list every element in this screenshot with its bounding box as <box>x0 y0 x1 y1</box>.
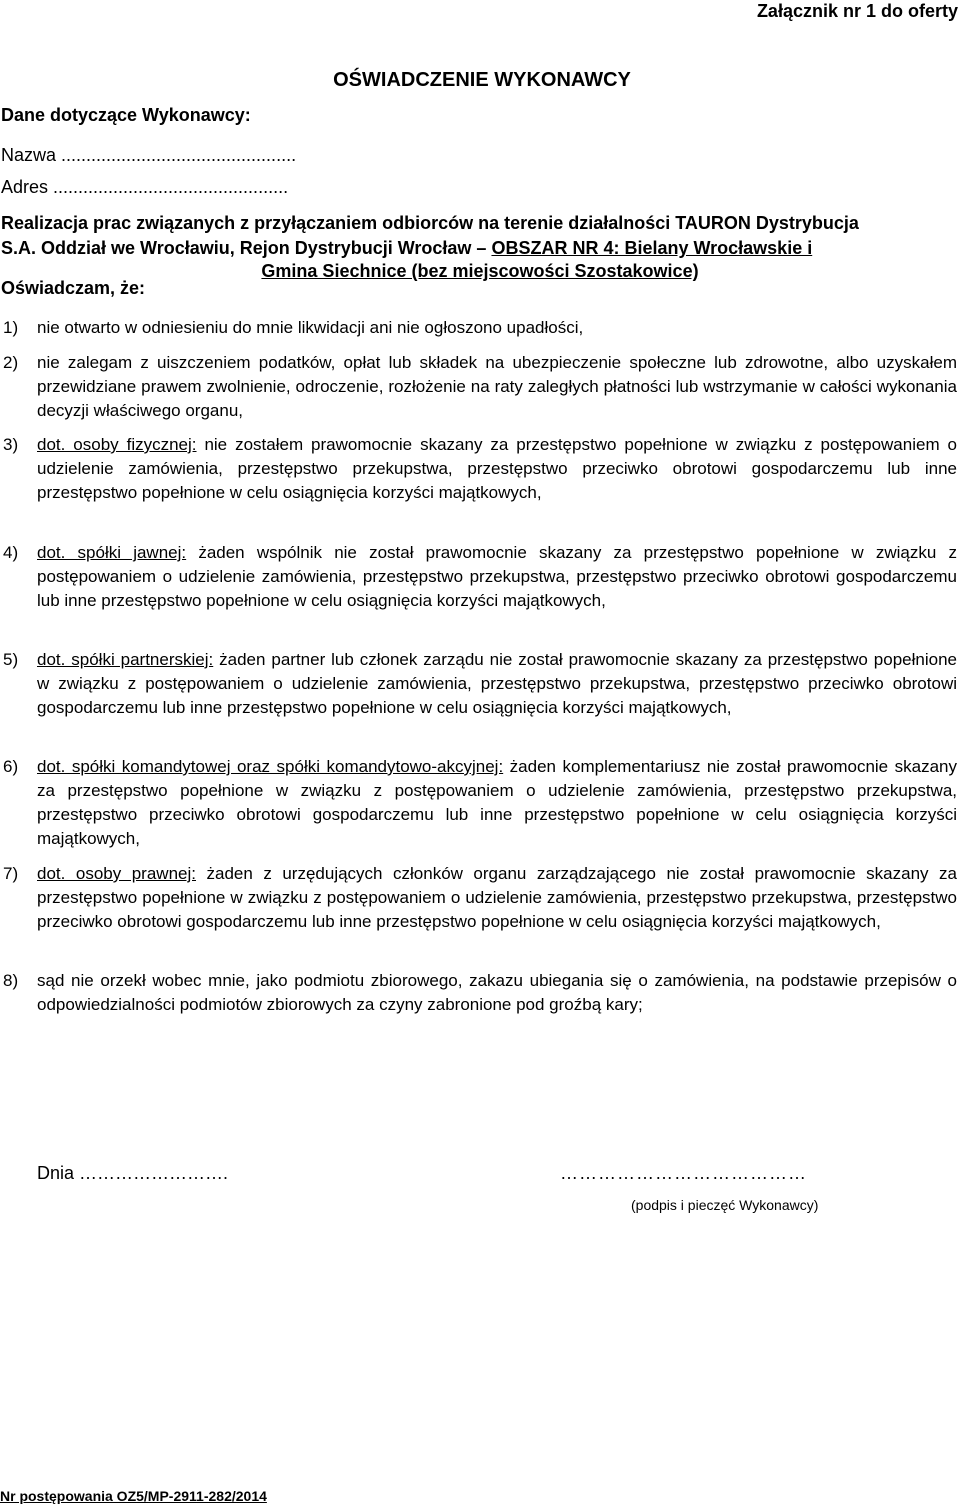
clause-number: 1) <box>3 318 19 337</box>
clause-number: 5) <box>3 650 19 669</box>
clause-3 <box>3 433 957 505</box>
clause-scope-label: dot. spółki komandytowej oraz spółki komandytowo-akcyjnej: <box>37 757 504 776</box>
procurement-number: Nr postępowania OZ5/MP-2911-282/2014 <box>0 1488 267 1504</box>
clause-text <box>37 541 957 613</box>
clause-text <box>37 755 957 851</box>
clause-body: żaden partner lub członek zarządu nie został prawomocnie skazany za przestępstwo popełnione w związku z postępowaniem o udzielenie zamówienia, przestępstwo przekupstwa, przestępstwo przeciwko obrotowi gospodarczemu lub inne przestępstwo popełnione w celu osiągnięcia korzyści majątkowych, <box>37 650 957 717</box>
project-description-line-3: Gmina Siechnice (bez miejscowości Szostakowice) <box>261 261 699 281</box>
clause-number: 4) <box>3 543 19 562</box>
clause-scope-label: dot. spółki jawnej: <box>37 543 187 562</box>
clause-text <box>37 433 957 505</box>
clause-body: żaden z urzędujących członków organu zarządzającego nie został prawomocnie skazany za przestępstwo popełnione w związku z postępowaniem o udzielenie zamówienia, przestępstwo przekupstwa, przestępstwo przeciwko obrotowi gospodarczemu lub inne przestępstwo popełnione w celu osiągnięcia korzyści majątkowych, <box>37 864 958 931</box>
clause-body: żaden wspólnik nie został prawomocnie skazany za przestępstwo popełnione w związku z postępowaniem o udzielenie zamówienia, przestępstwo przekupstwa, przestępstwo przeciwko obrotowi gospodarczemu lub inne przestępstwo popełnione w celu osiągnięcia korzyści majątkowych, <box>37 543 958 610</box>
date-line: Dnia ……………………. <box>37 1163 229 1183</box>
clause-body: żaden komplementariusz nie został prawomocnie skazany za przestępstwo popełnione w związku z postępowaniem o udzielenie zamówienia, przestępstwo przekupstwa, przestępstwo przeciwko obrotowi gospodarczemu lub inne przestępstwo popełnione w celu osiągnięcia korzyści majątkowych, <box>37 757 957 848</box>
signature-line: ………………………………… <box>560 1163 807 1183</box>
attachment-title: Załącznik nr 1 do oferty <box>756 1 958 21</box>
clause-number: 7) <box>3 864 19 883</box>
clause-5 <box>3 648 957 720</box>
project-branch-text: S.A. Oddział we Wrocławiu, Rejon Dystrybucji Wrocław – <box>1 238 492 258</box>
clause-1 <box>3 316 957 340</box>
contractor-name-line: Nazwa ............................................... <box>1 145 297 165</box>
document-title: OŚWIADCZENIE WYKONAWCY <box>333 69 631 91</box>
signature-caption: (podpis i pieczęć Wykonawcy) <box>631 1197 819 1213</box>
clause-scope-label: dot. spółki partnerskiej: <box>37 650 214 669</box>
clause-text: nie zalegam z uiszczeniem podatków, opłat lub składek na ubezpieczenie społeczne lub zdrowotne, albo uzyskałem przewidziane prawem zwolnienie, odroczenie, rozłożenie na raty zaległych płatności lub wstrzymanie w całości wykonania decyzji właściwego organu, <box>37 353 957 420</box>
clause-4 <box>3 541 957 613</box>
project-description-line-1: Realizacja prac związanych z przyłączaniem odbiorców na terenie działalności TAURON Dystrybucja <box>1 213 859 233</box>
clause-text: sąd nie orzekł wobec mnie, jako podmiotu zbiorowego, zakazu ubiegania się o zamówienia, na podstawie przepisów o odpowiedzialności podmiotów zbiorowych za czyny zabronione pod groźbą kary; <box>37 971 957 1014</box>
clause-number: 6) <box>3 757 19 776</box>
clause-number: 3) <box>3 435 19 454</box>
project-description-line-2 <box>1 236 957 260</box>
clause-8 <box>3 969 957 1017</box>
clause-scope-label: dot. osoby fizycznej: <box>37 435 197 454</box>
project-area-text: OBSZAR NR 4: Bielany Wrocławskie i <box>491 238 813 258</box>
clause-text <box>37 648 957 720</box>
clause-text: nie otwarto w odniesieniu do mnie likwidacji ani nie ogłoszono upadłości, <box>37 318 584 337</box>
contractor-address-line: Adres ............................................... <box>1 177 289 197</box>
clause-number: 8) <box>3 971 19 990</box>
clause-6 <box>3 755 957 851</box>
clause-body: nie zostałem prawomocnie skazany za przestępstwo popełnione w związku z postępowaniem o udzielenie zamówienia, przestępstwo przekupstwa, przestępstwo przeciwko obrotowi gospodarczemu lub inne przestępstwo popełnione w celu osiągnięcia korzyści majątkowych, <box>37 435 958 502</box>
declaration-heading: Oświadczam, że: <box>1 278 146 298</box>
clause-number: 2) <box>3 353 19 372</box>
clause-scope-label: dot. osoby prawnej: <box>37 864 196 883</box>
contractor-data-heading: Dane dotyczące Wykonawcy: <box>1 105 251 125</box>
clause-7 <box>3 862 957 934</box>
clause-2 <box>3 351 957 423</box>
clause-text <box>37 862 957 934</box>
